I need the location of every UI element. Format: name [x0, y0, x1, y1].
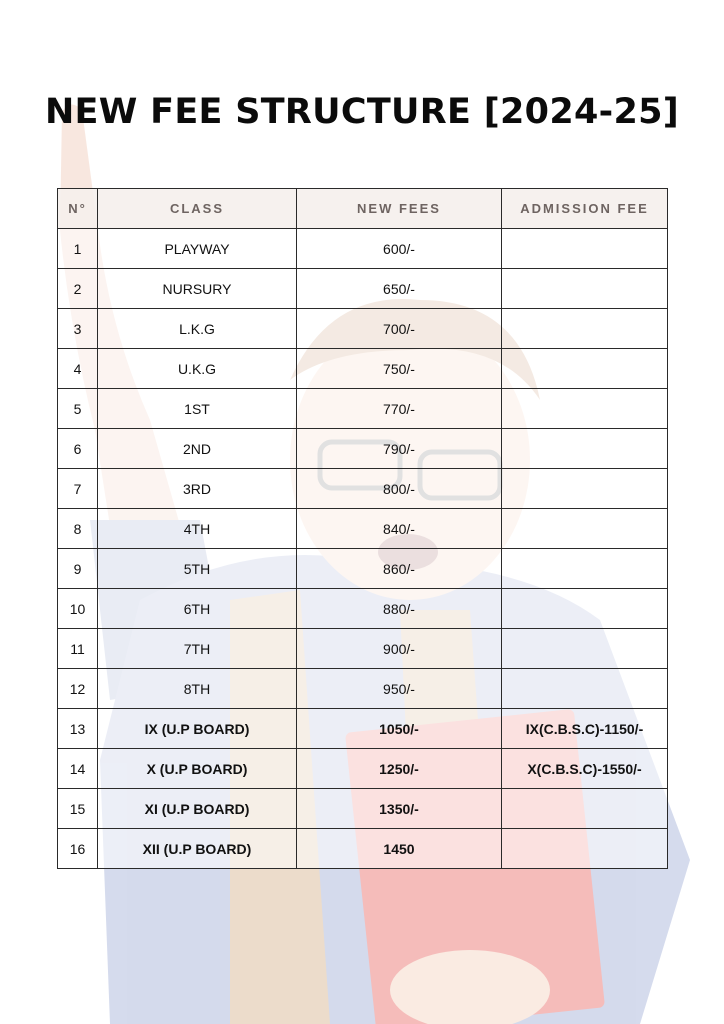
- row-admission-fee: [502, 509, 668, 549]
- row-number: 4: [58, 349, 98, 389]
- row-number: 13: [58, 709, 98, 749]
- row-admission-fee: [502, 429, 668, 469]
- table-row: [58, 269, 668, 309]
- row-new-fee: 650/-: [297, 269, 502, 309]
- row-class: 4TH: [98, 509, 297, 549]
- row-new-fee: 1350/-: [297, 789, 502, 829]
- row-admission-fee: [502, 229, 668, 269]
- table-row: [58, 629, 668, 669]
- row-admission-fee: [502, 469, 668, 509]
- table-row: [58, 229, 668, 269]
- header-new-fees: NEW FEES: [297, 189, 502, 229]
- row-admission-fee: [502, 669, 668, 709]
- row-number: 6: [58, 429, 98, 469]
- row-number: 1: [58, 229, 98, 269]
- row-number: 7: [58, 469, 98, 509]
- row-class: IX (U.P BOARD): [98, 709, 297, 749]
- row-admission-fee: IX(C.B.S.C)-1150/-: [502, 709, 668, 749]
- row-admission-fee: [502, 549, 668, 589]
- row-new-fee: 600/-: [297, 229, 502, 269]
- row-number: 11: [58, 629, 98, 669]
- row-new-fee: 790/-: [297, 429, 502, 469]
- header-admission-fee: ADMISSION FEE: [502, 189, 668, 229]
- row-new-fee: 900/-: [297, 629, 502, 669]
- row-class: 2ND: [98, 429, 297, 469]
- row-admission-fee: [502, 389, 668, 429]
- row-number: 16: [58, 829, 98, 869]
- row-class: 7TH: [98, 629, 297, 669]
- row-new-fee: 860/-: [297, 549, 502, 589]
- row-admission-fee: X(C.B.S.C)-1550/-: [502, 749, 668, 789]
- row-new-fee: 1050/-: [297, 709, 502, 749]
- page-title: NEW FEE STRUCTURE [2024-25]: [44, 92, 680, 132]
- row-number: 2: [58, 269, 98, 309]
- row-class: 3RD: [98, 469, 297, 509]
- row-number: 10: [58, 589, 98, 629]
- row-new-fee: 770/-: [297, 389, 502, 429]
- table-body: [58, 229, 668, 869]
- table-row: [58, 509, 668, 549]
- header-class: CLASS: [98, 189, 297, 229]
- row-class: X (U.P BOARD): [98, 749, 297, 789]
- fee-structure-table: [57, 188, 668, 869]
- row-class: U.K.G: [98, 349, 297, 389]
- row-admission-fee: [502, 309, 668, 349]
- table-row: [58, 749, 668, 789]
- row-new-fee: 700/-: [297, 309, 502, 349]
- row-number: 8: [58, 509, 98, 549]
- row-class: XI (U.P BOARD): [98, 789, 297, 829]
- table-row: [58, 709, 668, 749]
- table-header-row: [58, 189, 668, 229]
- table-row: [58, 349, 668, 389]
- row-admission-fee: [502, 269, 668, 309]
- row-class: 5TH: [98, 549, 297, 589]
- row-class: XII (U.P BOARD): [98, 829, 297, 869]
- row-admission-fee: [502, 349, 668, 389]
- row-number: 14: [58, 749, 98, 789]
- table-row: [58, 469, 668, 509]
- row-admission-fee: [502, 589, 668, 629]
- row-number: 15: [58, 789, 98, 829]
- row-new-fee: 880/-: [297, 589, 502, 629]
- table-row: [58, 589, 668, 629]
- row-admission-fee: [502, 629, 668, 669]
- row-class: 8TH: [98, 669, 297, 709]
- table-row: [58, 389, 668, 429]
- row-number: 3: [58, 309, 98, 349]
- table-row: [58, 669, 668, 709]
- row-new-fee: 800/-: [297, 469, 502, 509]
- table-row: [58, 829, 668, 869]
- row-class: 6TH: [98, 589, 297, 629]
- header-number: N°: [58, 189, 98, 229]
- table-row: [58, 309, 668, 349]
- table-row: [58, 789, 668, 829]
- row-number: 9: [58, 549, 98, 589]
- row-new-fee: 1450: [297, 829, 502, 869]
- row-admission-fee: [502, 829, 668, 869]
- row-class: 1ST: [98, 389, 297, 429]
- row-new-fee: 1250/-: [297, 749, 502, 789]
- row-number: 12: [58, 669, 98, 709]
- row-class: L.K.G: [98, 309, 297, 349]
- row-class: NURSURY: [98, 269, 297, 309]
- row-admission-fee: [502, 789, 668, 829]
- row-number: 5: [58, 389, 98, 429]
- row-class: PLAYWAY: [98, 229, 297, 269]
- row-new-fee: 750/-: [297, 349, 502, 389]
- table-row: [58, 429, 668, 469]
- row-new-fee: 950/-: [297, 669, 502, 709]
- row-new-fee: 840/-: [297, 509, 502, 549]
- table-row: [58, 549, 668, 589]
